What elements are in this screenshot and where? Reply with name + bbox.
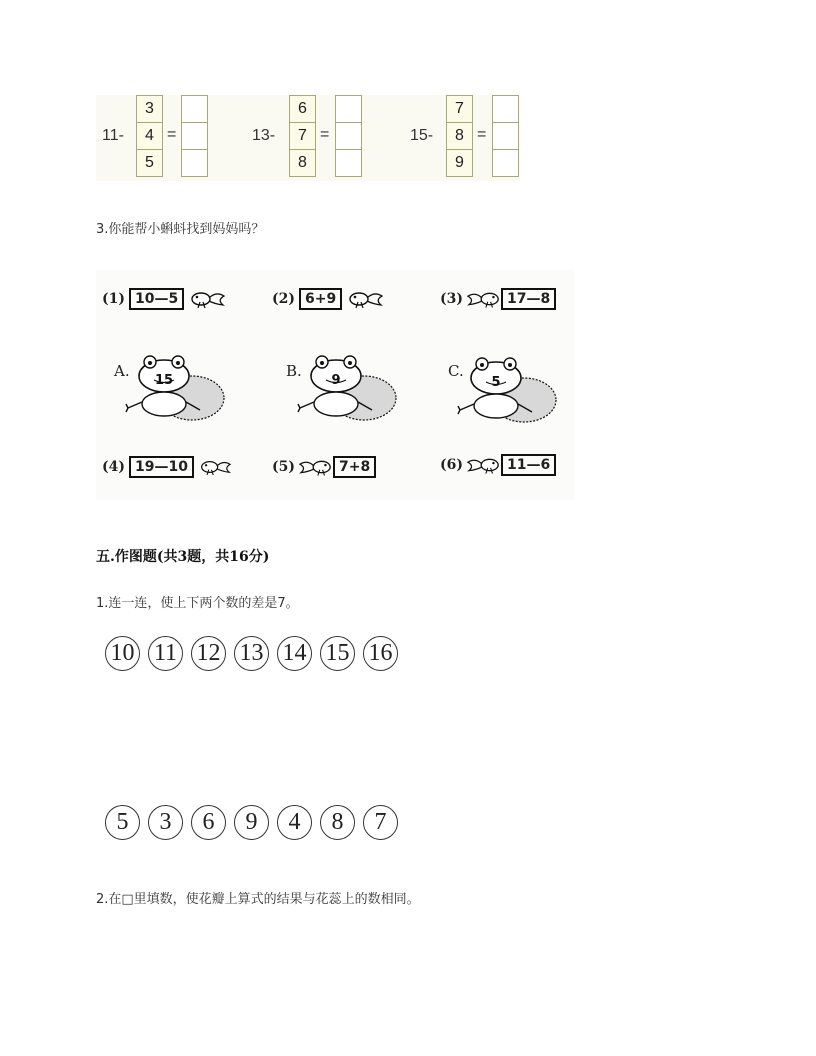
table-label: 11- bbox=[102, 127, 124, 144]
frog-letter: B. bbox=[286, 362, 302, 380]
tadpole-expression: 11—6 bbox=[501, 454, 556, 476]
frog-value: 15 bbox=[154, 373, 174, 388]
top-number-circle[interactable]: 14 bbox=[277, 636, 312, 671]
bottom-number-circle[interactable]: 5 bbox=[105, 805, 140, 840]
question-1-text: 1.连一连，使上下两个数的差是7。 bbox=[96, 596, 299, 611]
tadpole-icon bbox=[467, 454, 501, 476]
operand-cell: 7 bbox=[289, 123, 316, 150]
top-number-circle[interactable]: 10 bbox=[105, 636, 140, 671]
tadpole-icon bbox=[299, 456, 333, 478]
operand-cell: 6 bbox=[289, 95, 316, 123]
tadpole-expression: 10—5 bbox=[129, 288, 184, 310]
answer-cell[interactable] bbox=[181, 95, 208, 123]
operand-cell: 4 bbox=[136, 123, 163, 150]
bottom-number-row bbox=[105, 805, 398, 840]
frog-a-icon[interactable] bbox=[124, 352, 228, 424]
top-number-circle[interactable]: 15 bbox=[320, 636, 355, 671]
question-2-text: 2.在□里填数，使花瓣上算式的结果与花蕊上的数相同。 bbox=[96, 892, 420, 907]
table-label: 15- bbox=[410, 127, 434, 144]
tadpole-number: (4) bbox=[102, 459, 125, 475]
tadpole-icon bbox=[199, 456, 231, 478]
equals-sign: = bbox=[477, 126, 487, 143]
bottom-number-circle[interactable]: 9 bbox=[234, 805, 269, 840]
tadpole-expression: 19—10 bbox=[129, 456, 194, 478]
subtraction-tables bbox=[96, 95, 520, 181]
operand-cell: 3 bbox=[136, 95, 163, 123]
answer-column bbox=[492, 95, 519, 177]
operand-cell: 8 bbox=[289, 150, 316, 177]
tadpole-number: (6) bbox=[440, 457, 463, 473]
tadpole-icon bbox=[467, 288, 501, 310]
operand-column bbox=[136, 95, 163, 177]
top-number-circle[interactable]: 16 bbox=[363, 636, 398, 671]
tadpole-1[interactable] bbox=[102, 288, 225, 310]
answer-cell[interactable] bbox=[335, 123, 362, 150]
answer-cell[interactable] bbox=[335, 95, 362, 123]
bottom-number-circle[interactable]: 6 bbox=[191, 805, 226, 840]
frog-b-icon[interactable] bbox=[296, 352, 400, 424]
answer-column bbox=[335, 95, 362, 177]
tadpole-5[interactable] bbox=[272, 456, 376, 478]
frog-letter: C. bbox=[448, 362, 464, 380]
tadpole-frog-illustration bbox=[96, 270, 574, 500]
bottom-number-circle[interactable]: 3 bbox=[148, 805, 183, 840]
answer-cell[interactable] bbox=[181, 150, 208, 177]
answer-cell[interactable] bbox=[181, 123, 208, 150]
tadpole-expression: 7+8 bbox=[333, 456, 376, 478]
tadpole-4[interactable] bbox=[102, 456, 231, 478]
operand-column bbox=[446, 95, 473, 177]
top-number-circle[interactable]: 12 bbox=[191, 636, 226, 671]
answer-cell[interactable] bbox=[335, 150, 362, 177]
bottom-number-circle[interactable]: 7 bbox=[363, 805, 398, 840]
frog-c-icon[interactable] bbox=[456, 354, 560, 426]
tadpole-icon bbox=[347, 288, 383, 310]
frog-value: 9 bbox=[331, 373, 341, 388]
answer-cell[interactable] bbox=[492, 95, 519, 123]
tadpole-icon bbox=[189, 288, 225, 310]
tadpole-number: (5) bbox=[272, 459, 295, 475]
top-number-circle[interactable]: 11 bbox=[148, 636, 183, 671]
answer-cell[interactable] bbox=[492, 150, 519, 177]
table-label: 13- bbox=[252, 127, 276, 144]
tadpole-6[interactable] bbox=[440, 454, 556, 476]
equals-sign: = bbox=[167, 126, 177, 143]
tadpole-expression: 6+9 bbox=[299, 288, 342, 310]
answer-cell[interactable] bbox=[492, 123, 519, 150]
tadpole-number: (1) bbox=[102, 291, 125, 307]
answer-column bbox=[181, 95, 208, 177]
frog-value: 5 bbox=[491, 375, 501, 390]
top-number-circle[interactable]: 13 bbox=[234, 636, 269, 671]
tadpole-number: (2) bbox=[272, 291, 295, 307]
tadpole-number: (3) bbox=[440, 291, 463, 307]
equals-sign: = bbox=[320, 126, 330, 143]
section-5-title: 五.作图题(共3题，共16分) bbox=[96, 549, 270, 565]
top-number-row bbox=[105, 636, 398, 671]
tadpole-3[interactable] bbox=[440, 288, 556, 310]
operand-column bbox=[289, 95, 316, 177]
operand-cell: 5 bbox=[136, 150, 163, 177]
bottom-number-circle[interactable]: 4 bbox=[277, 805, 312, 840]
tadpole-2[interactable] bbox=[272, 288, 383, 310]
operand-cell: 9 bbox=[446, 150, 473, 177]
operand-cell: 8 bbox=[446, 123, 473, 150]
tadpole-expression: 17—8 bbox=[501, 288, 556, 310]
bottom-number-circle[interactable]: 8 bbox=[320, 805, 355, 840]
operand-cell: 7 bbox=[446, 95, 473, 123]
frog-letter: A. bbox=[114, 362, 130, 380]
question-3-text: 3.你能帮小蝌蚪找到妈妈吗？ bbox=[96, 222, 265, 237]
